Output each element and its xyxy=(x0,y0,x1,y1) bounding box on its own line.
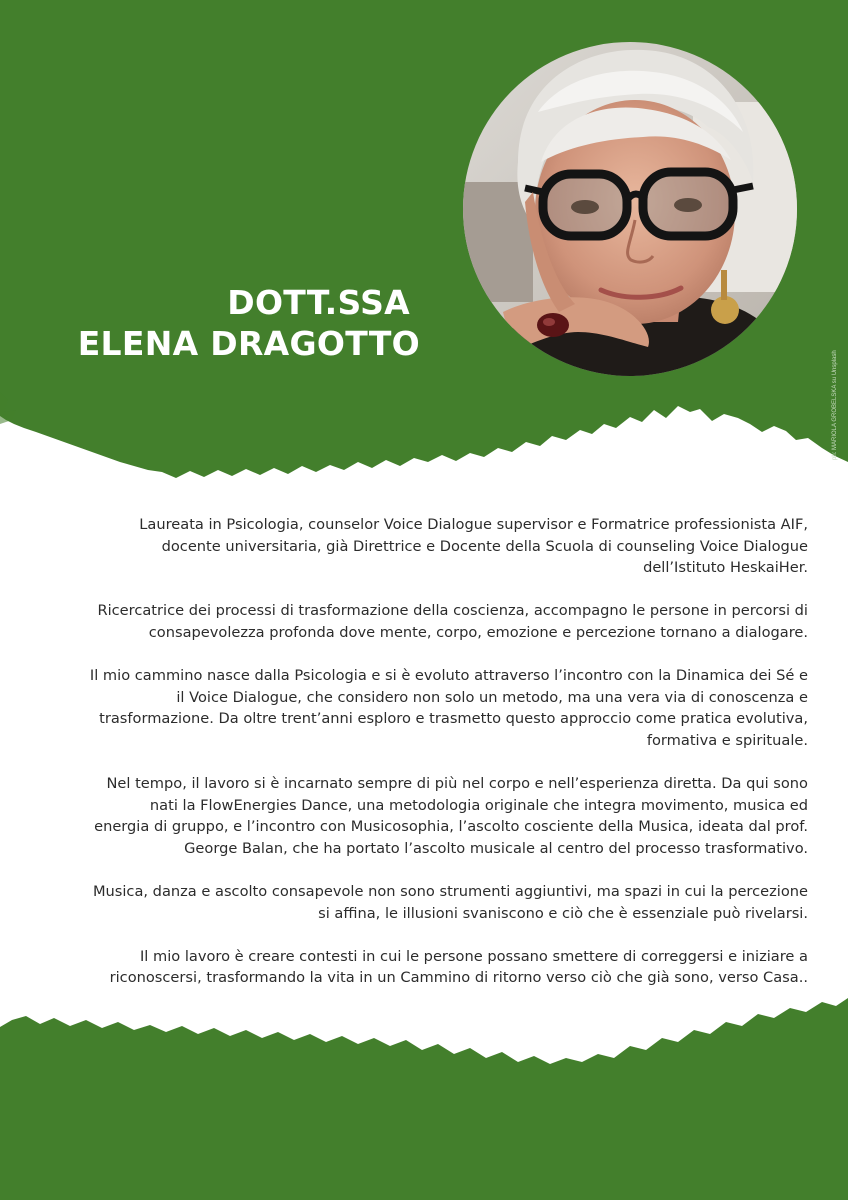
bio-paragraph-5 xyxy=(40,881,808,924)
bio-line: Laureata in Psicologia, counselor Voice Dialogue supervisor e Formatrice professionista AIF, xyxy=(139,516,808,533)
bio-line: il Voice Dialogue, che considero non solo un metodo, ma una vera via di conoscenza e xyxy=(176,688,808,706)
bio-line: trasformazione. Da oltre trent’anni esploro e trasmetto questo approccio come pratica evolutiva, xyxy=(99,710,808,728)
bio-line: energia di gruppo, e l’incontro con Musicosophia, l’ascolto cosciente della Musica, ideata dal prof. xyxy=(94,818,808,836)
bio-line: George Balan, che ha portato l’ascolto musicale al centro del processo trasformativo. xyxy=(184,839,808,857)
bio-line: nati la FlowEnergies Dance, una metodologia originale che integra movimento, musica ed xyxy=(149,796,808,814)
bio-paragraph-6 xyxy=(40,946,808,989)
bottom-green-band xyxy=(0,998,848,1200)
photo-credit: ph: MARIOLA GROBELSKA su Unsplash xyxy=(832,350,838,460)
bio-line: Nel tempo, il lavoro si è incarnato sempre di più nel corpo e nell’esperienza diretta. Da qui sono xyxy=(106,775,808,793)
bio-line: formativa e spirituale. xyxy=(646,731,808,749)
title-prefix: DOTT.SSA xyxy=(227,283,410,322)
bio-line: docente universitaria, già Direttrice e Docente della Scuola di counseling Voice Dialogue xyxy=(161,537,808,555)
portrait-photo xyxy=(463,42,797,376)
bio-line: Il mio lavoro è creare contesti in cui le persone possano smettere di correggersi e iniziare a xyxy=(140,947,808,965)
bio-line: dell’Istituto HeskaiHer. xyxy=(643,559,808,577)
bio-line: si affina, le illusioni svaniscono e ciò che è essenziale può rivelarsi. xyxy=(318,904,808,922)
page-title xyxy=(20,282,420,364)
bio-line: Il mio cammino nasce dalla Psicologia e si è evoluto attraverso l’incontro con la Dinamica dei Sé e xyxy=(89,667,808,685)
title-name: ELENA DRAGOTTO xyxy=(77,324,420,363)
bio-line: Musica, danza e ascolto consapevole non sono strumenti aggiuntivi, ma spazi in cui la percezione xyxy=(92,883,808,901)
bio-line: riconoscersi, trasformando la vita in un Cammino di ritorno verso ciò che già sono, verso Casa.. xyxy=(109,969,808,987)
bio-paragraph-1 xyxy=(40,514,808,579)
bio-paragraph-3 xyxy=(40,665,808,751)
bio-paragraph-4 xyxy=(40,773,808,859)
bio-line: Ricercatrice dei processi di trasformazione della coscienza, accompagno le persone in percorsi di xyxy=(97,602,808,620)
bio-paragraph-2 xyxy=(40,600,808,643)
biography xyxy=(40,514,808,1011)
bio-line: consapevolezza profonda dove mente, corpo, emozione e percezione tornano a dialogare. xyxy=(148,623,808,641)
